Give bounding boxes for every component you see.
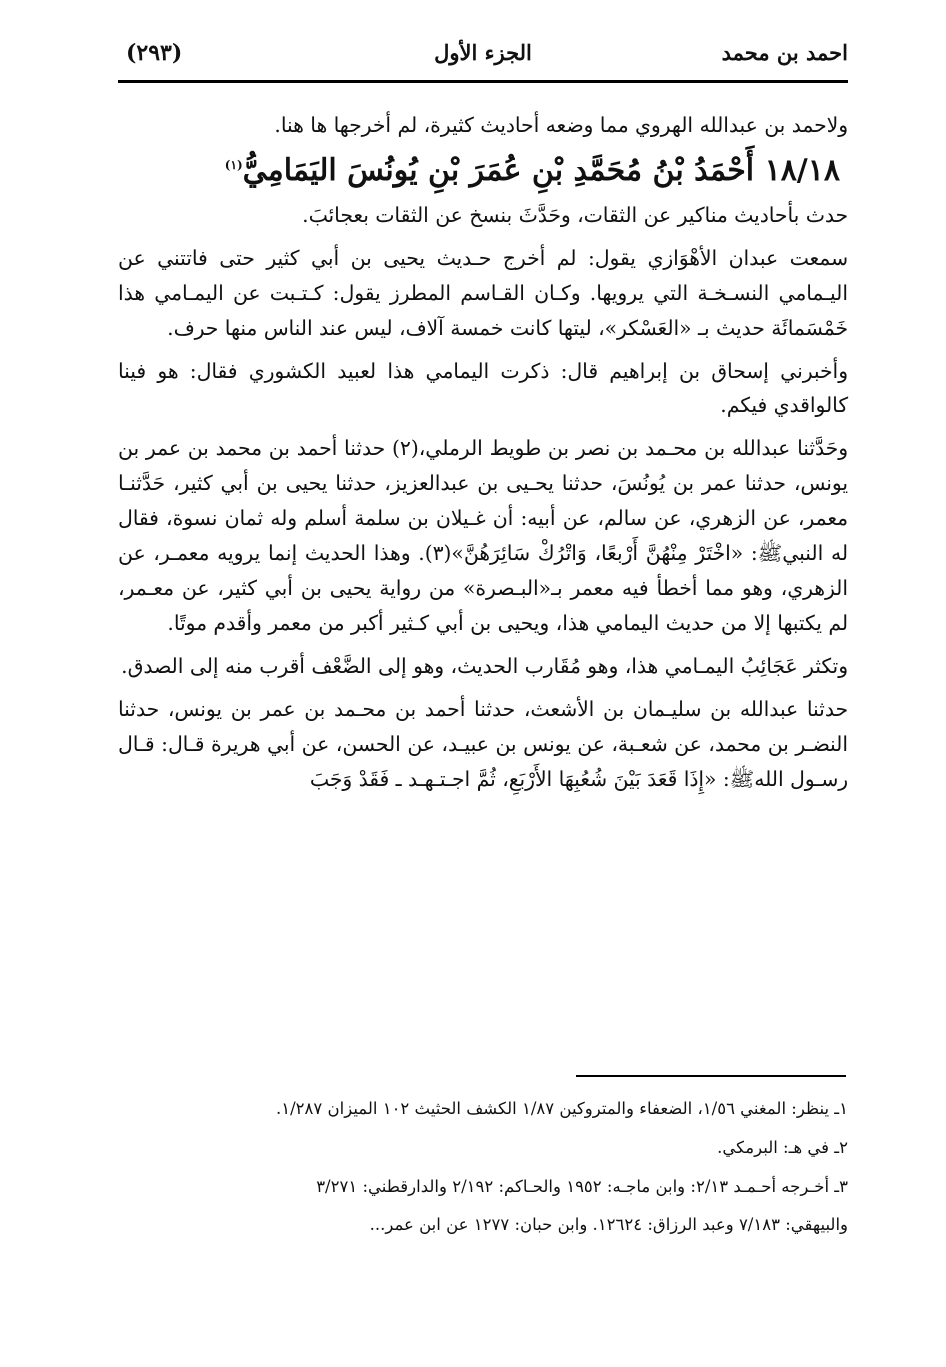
paragraph: ولاحمد بن عبدالله الهروي مما وضعه أحاديث كثيرة، لم أخرجها ها هنا. <box>274 113 848 137</box>
footnotes <box>118 1090 848 1245</box>
entry-heading <box>118 151 848 190</box>
footnote: ١ـ ينظر: المغني ١/٥٦، الضعفاء والمتروكين ١/٨٧ الكشف الحثيث ١٠٢ الميزان ١/٢٨٧. <box>276 1099 848 1118</box>
page-header <box>118 36 848 83</box>
main-text <box>118 108 848 804</box>
footnote-separator <box>576 1075 846 1077</box>
paragraph: حدثنا عبدالله بن سليـمان بن الأشعث، حدثنا أحمد بن محـمد بن عمر بن يونس، حدثنا النضـر بن محمد، عن شعـبة، عن يونس بن عبيـد، عن الحسن، عن أبي هريرة قـال: قـال رسـول اللهﷺ: «إِذَا قَعَدَ بَيْنَ شُعُبِهَا الأَرْبَعِ، ثُمَّ اجـتـهـد ـ فَقَدْ وَجَبَ <box>118 696 848 791</box>
entry-heading-text: ١٨/١٨ أَحْمَدُ بْنُ مُحَمَّدِ بْنِ عُمَرَ بْنِ يُونُسَ اليَمَامِيُّ <box>242 152 840 188</box>
running-head-volume: الجزء الأول <box>434 40 532 65</box>
paragraph: وأخبرني إسحاق بن إبراهيم قال: ذكرت اليمامي هذا لعبيد الكشوري فقال: هو فينا كالواقدي فيكم. <box>118 358 848 418</box>
page-number: (٢٩٣) <box>126 40 183 66</box>
paragraph: حدث بأحاديث مناكير عن الثقات، وحَدَّثَ بنسخ عن الثقات بعجائبَ. <box>302 202 848 227</box>
running-head-author: احمد بن محمد <box>721 40 848 65</box>
paragraph: وتكثر عَجَائِبُ اليمـامي هذا، وهو مُقَارب الحديث، وهو إلى الضَّعْف أقرب منه إلى الصدق. <box>121 653 848 678</box>
footnote-ref: (١) <box>224 157 243 172</box>
footnote: ٣ـ أخـرجه أحـمـد ٢/١٣: وابن ماجـه: ١٩٥٢ والحـاكم: ٢/١٩٢ والدارقطني: ٣/٢٧١ <box>316 1176 848 1196</box>
paragraph: وحَدَّثنا عبدالله بن محـمد بن نصر بن طويط الرملي،(٢) حدثنا أحمد بن محمد بن عمر بن يونس، حدثنا عمر بن يُونُسَ، حدثنا يحـيى بن عبدالعزيز، حدثنا يحيى بن أبي كثير، حَدَّثنـا معمر، عن الزهري، عن سالم، عن أبيه: أن غـيلان بن سلمة أسلم وله ثمان نسوة، فقال له النبيﷺ: «اخْتَرْ مِنْهُنَّ أَرْبعًا، وَاتْرُكْ سَائِرَهُنَّ»(٣). وهذا الحديث إنما يرويه معمـر، عن الزهري، وهو مما أخطأ فيه معمر بـ«البـصرة» من رواية يحيى بن أبي كثير، عن معـمر، لم يكتبها إلا من حديث اليمامي هذا، ويحيى بن أبي كـثير أكبر من معمر وأقدم موتًا. <box>118 436 848 635</box>
paragraph: سمعت عبدان الأهْوَازي يقول: لم أخرج حـديث يحيى بن أبي كثير حتى فاتتني عن اليـمامي النسـخـة التي يرويها. وكـان القـاسم المطرز يقول: كـتـبت عن اليمـامي هذا خَمْسَمائَة حديث بـ «العَسْكر»، ليتها كانت خمسة آلاف، ليس عند الناس منها حرف. <box>118 245 848 340</box>
footnote: ٢ـ في هـ: البرمكي. <box>717 1137 848 1157</box>
footnote-continuation: والبيهقي: ٧/١٨٣ وعبد الرزاق: ١٢٦٢٤. وابن حبان: ١٢٧٧ عن ابن عمر... <box>369 1215 848 1235</box>
